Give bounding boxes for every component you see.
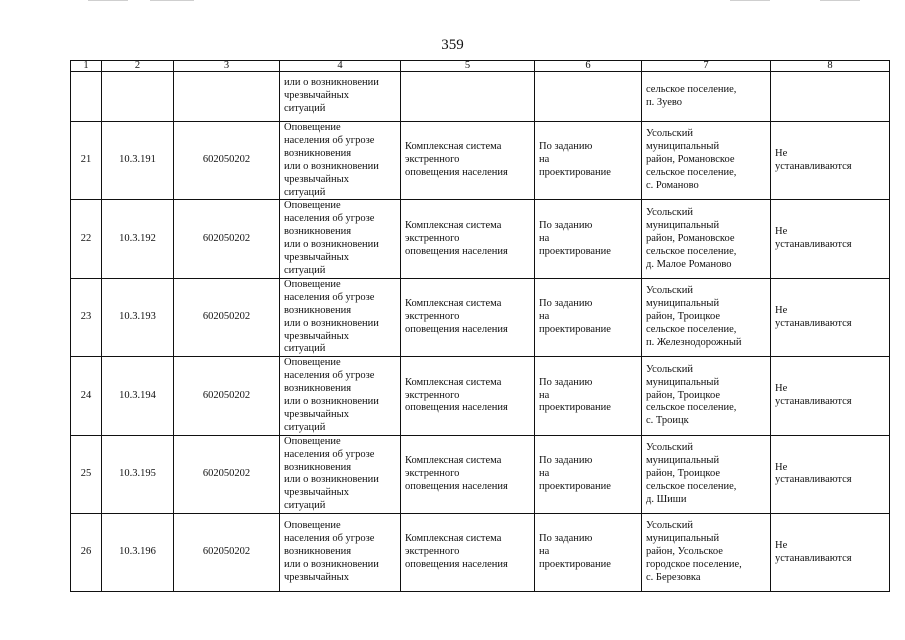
table-body	[71, 72, 890, 592]
cell-line: По заданию	[539, 219, 593, 231]
cell-task	[535, 357, 642, 435]
cell-line: Оповещение	[284, 435, 341, 447]
cell-line: на	[539, 232, 550, 244]
table-row	[71, 435, 890, 513]
cell-num: 22	[71, 200, 102, 278]
cell-line: проектирование	[539, 480, 611, 492]
cell-line: район, Троицкое	[646, 311, 721, 323]
cell-line: населения об угрозе	[284, 533, 375, 545]
cell-line: Усольский	[646, 363, 693, 375]
cell-line: с. Романово	[646, 180, 699, 192]
cell-line: Комплексная система	[405, 298, 502, 310]
cell-type	[401, 435, 535, 513]
cell-line: Не	[775, 539, 788, 551]
cell-line: устанавливаются	[775, 239, 852, 251]
cell-line: чрезвычайных	[284, 487, 349, 499]
scan-artifact-line	[88, 0, 128, 1]
cell-line: сельское поселение,	[646, 167, 737, 179]
cell-type	[401, 278, 535, 356]
cell-line: проектирование	[539, 324, 611, 336]
cell-line: возникновения	[284, 546, 352, 558]
cell-line: Не	[775, 304, 788, 316]
cell-line: чрезвычайных	[284, 173, 349, 185]
cell-line: оповещения населения	[405, 245, 508, 257]
cell-kod: 602050202	[174, 357, 280, 435]
cell-name	[280, 200, 401, 278]
cell-location	[642, 72, 771, 122]
cell-line: сельское поселение,	[646, 83, 737, 95]
cell-line: оповещения населения	[405, 324, 508, 336]
column-header: 5	[401, 61, 535, 72]
cell-line: муниципальный	[646, 298, 720, 310]
data-table	[70, 60, 890, 592]
cell-zone	[771, 357, 890, 435]
cell-line: По заданию	[539, 533, 593, 545]
cell-line: населения об угрозе	[284, 213, 375, 225]
table-row	[71, 122, 890, 200]
cell-line: возникновения	[284, 383, 352, 395]
cell-line: муниципальный	[646, 376, 720, 388]
cell-line: оповещения населения	[405, 402, 508, 414]
cell-line: проектирование	[539, 167, 611, 179]
cell-code: 10.3.191	[102, 122, 174, 200]
cell-kod	[174, 72, 280, 122]
cell-kod: 602050202	[174, 435, 280, 513]
cell-name	[280, 514, 401, 592]
cell-line: возникновения	[284, 226, 352, 238]
column-header: 3	[174, 61, 280, 72]
cell-line: с. Березовка	[646, 572, 701, 584]
cell-line: район, Усольское	[646, 546, 723, 558]
cell-task	[535, 435, 642, 513]
cell-line: район, Троицкое	[646, 468, 721, 480]
cell-line: или о возникновении	[284, 160, 379, 172]
cell-line: п. Зуево	[646, 96, 683, 108]
cell-kod: 602050202	[174, 278, 280, 356]
cell-line: устанавливаются	[775, 160, 852, 172]
column-header: 6	[535, 61, 642, 72]
cell-line: возникновения	[284, 461, 352, 473]
cell-num: 24	[71, 357, 102, 435]
cell-line: Комплексная система	[405, 376, 502, 388]
cell-line: устанавливаются	[775, 552, 852, 564]
cell-line: или о возникновении	[284, 77, 379, 89]
cell-line: п. Железнодорожный	[646, 336, 742, 348]
cell-line: Оповещение	[284, 520, 341, 532]
cell-line: Не	[775, 461, 788, 473]
cell-name	[280, 72, 401, 122]
cell-location	[642, 514, 771, 592]
cell-line: Комплексная система	[405, 533, 502, 545]
table-row	[71, 278, 890, 356]
cell-location	[642, 200, 771, 278]
cell-location	[642, 357, 771, 435]
column-header: 1	[71, 61, 102, 72]
cell-line: или о возникновении	[284, 474, 379, 486]
cell-line: или о возникновении	[284, 317, 379, 329]
cell-code: 10.3.194	[102, 357, 174, 435]
cell-task	[535, 278, 642, 356]
cell-line: По заданию	[539, 298, 593, 310]
cell-kod: 602050202	[174, 122, 280, 200]
cell-line: проектирование	[539, 559, 611, 571]
cell-line: населения об угрозе	[284, 291, 375, 303]
cell-line: чрезвычайных	[284, 572, 349, 584]
cell-line: сельское поселение,	[646, 324, 737, 336]
cell-line: на	[539, 546, 550, 558]
cell-task	[535, 72, 642, 122]
cell-line: экстренного	[405, 389, 460, 401]
cell-line: д. Шиши	[646, 493, 687, 505]
cell-line: Не	[775, 147, 788, 159]
cell-line: Оповещение	[284, 122, 341, 133]
cell-location	[642, 122, 771, 200]
cell-num	[71, 72, 102, 122]
cell-line: экстренного	[405, 232, 460, 244]
cell-line: чрезвычайных	[284, 252, 349, 264]
cell-line: возникновения	[284, 147, 352, 159]
scan-artifact-line	[730, 0, 770, 1]
continuation-row	[71, 72, 890, 122]
cell-line: населения об угрозе	[284, 370, 375, 382]
cell-line: экстренного	[405, 311, 460, 323]
cell-line: оповещения населения	[405, 480, 508, 492]
cell-line: сельское поселение,	[646, 245, 737, 257]
cell-line: сельское поселение,	[646, 402, 737, 414]
cell-task	[535, 200, 642, 278]
column-header: 4	[280, 61, 401, 72]
cell-line: ситуаций	[284, 343, 326, 355]
cell-line: Усольский	[646, 520, 693, 532]
cell-line: чрезвычайных	[284, 90, 349, 102]
page-number: 359	[441, 37, 464, 53]
cell-line: ситуаций	[284, 102, 326, 114]
cell-line: ситуаций	[284, 500, 326, 512]
cell-line: муниципальный	[646, 533, 720, 545]
cell-line: Усольский	[646, 128, 693, 140]
cell-line: населения об угрозе	[284, 134, 375, 146]
cell-code: 10.3.195	[102, 435, 174, 513]
scan-artifact-line	[150, 0, 194, 1]
scan-artifact-line	[820, 0, 860, 1]
cell-line: По заданию	[539, 376, 593, 388]
cell-type	[401, 514, 535, 592]
cell-location	[642, 435, 771, 513]
cell-num: 21	[71, 122, 102, 200]
cell-zone	[771, 72, 890, 122]
cell-zone	[771, 200, 890, 278]
cell-task	[535, 122, 642, 200]
cell-line: район, Романовское	[646, 154, 735, 166]
cell-line: на	[539, 468, 550, 480]
cell-line: район, Троицкое	[646, 389, 721, 401]
table-row	[71, 200, 890, 278]
cell-name	[280, 357, 401, 435]
cell-line: район, Романовское	[646, 232, 735, 244]
cell-line: населения об угрозе	[284, 448, 375, 460]
cell-line: на	[539, 154, 550, 166]
cell-line: сельское поселение,	[646, 480, 737, 492]
cell-line: с. Троицк	[646, 415, 689, 427]
cell-line: ситуаций	[284, 421, 326, 433]
cell-zone	[771, 514, 890, 592]
cell-line: или о возникновении	[284, 559, 379, 571]
cell-code: 10.3.193	[102, 278, 174, 356]
cell-line: устанавливаются	[775, 396, 852, 408]
cell-kod: 602050202	[174, 200, 280, 278]
cell-line: Усольский	[646, 442, 693, 454]
cell-line: возникновения	[284, 304, 352, 316]
cell-line: экстренного	[405, 468, 460, 480]
cell-type	[401, 72, 535, 122]
cell-line: экстренного	[405, 546, 460, 558]
cell-line: чрезвычайных	[284, 408, 349, 420]
cell-zone	[771, 278, 890, 356]
cell-line: Не	[775, 383, 788, 395]
cell-line: проектирование	[539, 245, 611, 257]
cell-num: 25	[71, 435, 102, 513]
cell-line: на	[539, 311, 550, 323]
cell-num: 23	[71, 278, 102, 356]
cell-zone	[771, 122, 890, 200]
cell-line: д. Малое Романово	[646, 258, 732, 270]
cell-line: Оповещение	[284, 357, 341, 369]
cell-line: По заданию	[539, 455, 593, 467]
cell-line: Усольский	[646, 206, 693, 218]
cell-num: 26	[71, 514, 102, 592]
cell-name	[280, 122, 401, 200]
cell-line: муниципальный	[646, 219, 720, 231]
cell-line: ситуаций	[284, 264, 326, 276]
cell-line: Оповещение	[284, 278, 341, 290]
cell-line: Комплексная система	[405, 219, 502, 231]
column-number-row	[71, 61, 890, 72]
cell-line: городское поселение,	[646, 559, 742, 571]
cell-code	[102, 72, 174, 122]
cell-line: устанавливаются	[775, 474, 852, 486]
cell-line: По заданию	[539, 141, 593, 153]
cell-line: на	[539, 389, 550, 401]
column-header: 7	[642, 61, 771, 72]
cell-type	[401, 200, 535, 278]
cell-line: Комплексная система	[405, 141, 502, 153]
cell-task	[535, 514, 642, 592]
cell-line: Комплексная система	[405, 455, 502, 467]
cell-line: Не	[775, 226, 788, 238]
cell-name	[280, 278, 401, 356]
cell-line: или о возникновении	[284, 396, 379, 408]
table-row	[71, 514, 890, 592]
cell-code: 10.3.196	[102, 514, 174, 592]
cell-line: или о возникновении	[284, 239, 379, 251]
cell-line: чрезвычайных	[284, 330, 349, 342]
cell-line: Усольский	[646, 285, 693, 297]
cell-line: ситуаций	[284, 186, 326, 198]
cell-line: Оповещение	[284, 200, 341, 212]
cell-kod: 602050202	[174, 514, 280, 592]
cell-code: 10.3.192	[102, 200, 174, 278]
cell-zone	[771, 435, 890, 513]
column-header: 8	[771, 61, 890, 72]
cell-line: муниципальный	[646, 141, 720, 153]
cell-type	[401, 357, 535, 435]
cell-name	[280, 435, 401, 513]
cell-line: оповещения населения	[405, 167, 508, 179]
table-row	[71, 357, 890, 435]
cell-line: экстренного	[405, 154, 460, 166]
cell-type	[401, 122, 535, 200]
cell-line: устанавливаются	[775, 317, 852, 329]
cell-line: муниципальный	[646, 455, 720, 467]
cell-line: проектирование	[539, 402, 611, 414]
cell-line: оповещения населения	[405, 559, 508, 571]
cell-location	[642, 278, 771, 356]
column-header: 2	[102, 61, 174, 72]
